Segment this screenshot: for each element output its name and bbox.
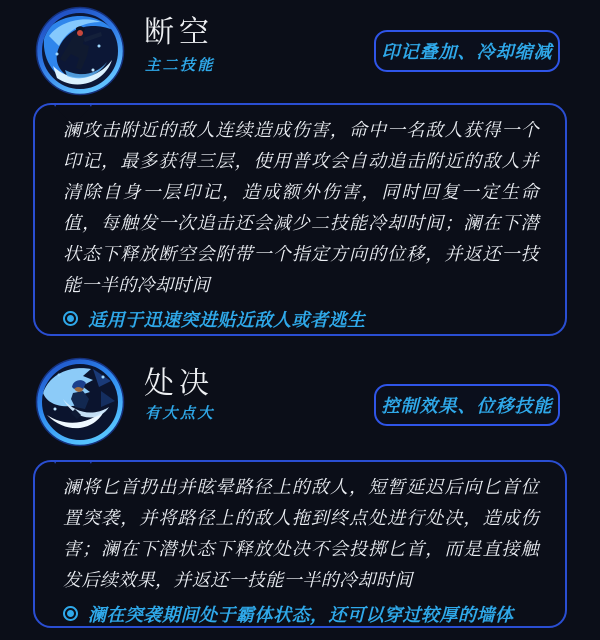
- tip-bullet-icon: [63, 606, 78, 621]
- tip-bullet-dot: [67, 610, 74, 617]
- skill-description-panel-duankong: [33, 103, 567, 336]
- skill-tip-text: 澜在突袭期间处于霸体状态，还可以穿过较厚的墙体: [88, 604, 514, 626]
- skill-icon-duankong: [35, 6, 125, 96]
- skill-title-chujue: 处决: [144, 366, 214, 401]
- tip-bullet-dot: [67, 315, 74, 322]
- skill-tag-badge-chujue: [374, 384, 560, 426]
- skill-tag-badge-duankong: [374, 30, 560, 72]
- tip-bullet-icon: [63, 311, 78, 326]
- skill-tag-label: 控制效果、位移技能: [381, 396, 553, 417]
- skill-tip-row: [63, 598, 539, 628]
- skill-subtitle-chujue: 有大点大: [145, 404, 216, 422]
- skill-subtitle-duankong: 主二技能: [145, 56, 216, 74]
- skill-tip-row: [63, 303, 539, 334]
- skill-icon-chujue: [35, 357, 125, 447]
- skill-tip-text: 适用于迅速突进贴近敌人或者逃生: [88, 309, 366, 331]
- skill-description-text: 澜攻击附近的敌人连续造成伤害，命中一名敌人获得一个印记，最多获得三层，使用普攻会自动追击附近的敌人并清除自身一层印记，造成额外伤害，同时回复一定生命值，每触发一次追击还会减少二技能冷却时间；澜在下潜状态下释放断空会附带一个指定方向的位移，并返还一技能一半的冷却时间: [63, 120, 539, 296]
- skill-title-duankong: 断空: [144, 15, 214, 50]
- skill-description-panel-chujue: [33, 460, 567, 628]
- skill-description-text: 澜将匕首扔出并眩晕路径上的敌人，短暂延迟后向匕首位置突袭，并将路径上的敌人拖到终点处进行处决，造成伤害；澜在下潜状态下释放处决不会投掷匕首，而是直接触发后续效果，并返还一技能一半的冷却时间: [63, 477, 539, 591]
- skill-tag-label: 印记叠加、冷却缩减: [381, 42, 553, 63]
